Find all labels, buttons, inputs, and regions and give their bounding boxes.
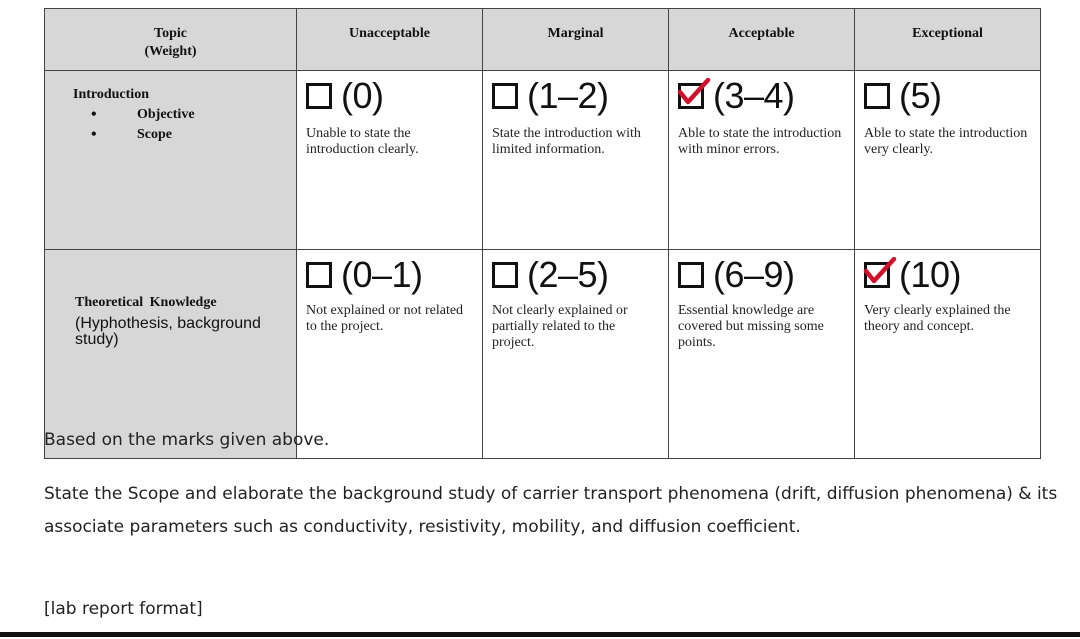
rating-description: Essential knowledge are covered but missing some points. — [678, 303, 824, 350]
checkmark-icon — [677, 78, 711, 108]
header-topic — [45, 9, 297, 71]
header-topic-line1: Topic — [154, 26, 187, 41]
checkbox[interactable] — [306, 83, 332, 109]
score-label: (1–2) — [527, 75, 609, 116]
rating-cell — [669, 71, 855, 250]
topic-introduction — [45, 71, 297, 250]
rubric-table — [44, 8, 1041, 459]
header-marginal: Marginal — [483, 9, 669, 71]
rating-cell — [297, 71, 483, 250]
score-label: (10) — [899, 254, 962, 295]
rating-cell — [855, 71, 1041, 250]
format-note: [lab report format] — [44, 599, 203, 619]
instruction-paragraph: State the Scope and elaborate the background study of carrier transport phenomena (drift, diffusion phenomena) & its associate parameters such as conductivity, resistivity, mobility, and diffusion coefficient. — [44, 484, 1058, 537]
instruction-line-1: Based on the marks given above. — [44, 430, 330, 450]
rating-description: Able to state the introduction very clearly. — [864, 126, 1028, 157]
score-label: (2–5) — [527, 254, 609, 295]
header-acceptable: Acceptable — [669, 9, 855, 71]
bullet-label: Scope — [137, 127, 172, 142]
list-item — [91, 105, 288, 125]
score-label: (3–4) — [713, 75, 795, 116]
bullet-icon: • — [91, 106, 97, 123]
score-label: (5) — [899, 75, 942, 116]
bullet-icon: • — [91, 126, 97, 143]
rating-description: Very clearly explained the theory and concept. — [864, 303, 1011, 334]
bullet-label: Objective — [137, 107, 195, 122]
topic-title: Introduction — [73, 87, 149, 102]
checkbox[interactable] — [864, 83, 890, 109]
header-unacceptable: Unacceptable — [297, 9, 483, 71]
table-row-introduction — [45, 71, 1041, 250]
checkbox[interactable] — [492, 83, 518, 109]
checkbox[interactable] — [678, 83, 704, 109]
score-label: (0–1) — [341, 254, 423, 295]
checkbox[interactable] — [864, 262, 890, 288]
header-topic-line2: (Weight) — [144, 44, 197, 59]
bottom-border — [0, 632, 1080, 637]
checkbox[interactable] — [306, 262, 332, 288]
rating-description: Able to state the introduction with minor errors. — [678, 126, 842, 157]
rating-description: State the introduction with limited information. — [492, 126, 641, 157]
checkbox[interactable] — [678, 262, 704, 288]
rating-description: Not explained or not related to the project. — [306, 303, 464, 334]
header-exceptional: Exceptional — [855, 9, 1041, 71]
checkbox[interactable] — [492, 262, 518, 288]
rating-description: Not clearly explained or partially related to the project. — [492, 303, 628, 350]
checkmark-icon — [863, 257, 897, 287]
score-label: (6–9) — [713, 254, 795, 295]
header-row — [45, 9, 1041, 71]
list-item — [91, 125, 288, 145]
topic-title: Theoretical Knowledge — [75, 295, 217, 310]
score-label: (0) — [341, 75, 384, 116]
topic-bullets — [73, 105, 288, 145]
rating-description: Unable to state the introduction clearly. — [306, 126, 419, 157]
topic-subtitle: (Hyphothesis, background study) — [75, 315, 261, 348]
rating-cell — [483, 71, 669, 250]
